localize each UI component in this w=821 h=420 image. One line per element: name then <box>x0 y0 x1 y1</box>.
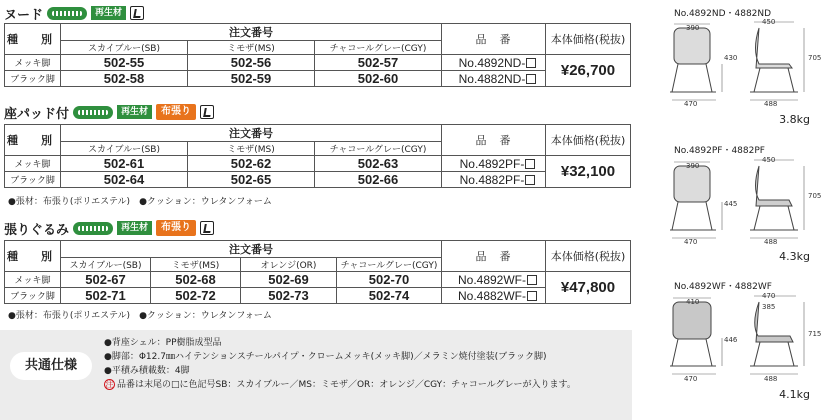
dim-depth: 470 <box>762 292 776 300</box>
fabric-badge: 布張り <box>156 104 196 120</box>
product-number-header: 品 番 <box>442 125 546 156</box>
price-table-seat-pad <box>4 124 631 188</box>
order-number: 502-67 <box>61 272 151 288</box>
product-number-header: 品 番 <box>442 241 546 272</box>
color-header: ミモザ(MS) <box>151 258 241 272</box>
section-header-seat-pad <box>4 102 214 122</box>
common-specs-label: 共通仕様 <box>10 352 92 380</box>
price: ¥32,100 <box>546 156 631 188</box>
material-note: ●張材：布張り(ポリエステル) ●クッション：ウレタンフォーム <box>8 311 272 321</box>
price-table-nude <box>4 23 631 87</box>
table-row <box>5 172 631 188</box>
product-number: No.4882ND- <box>458 71 526 86</box>
eco-mark-icon <box>73 106 113 119</box>
product-number-header: 品 番 <box>442 24 546 55</box>
leg-type: メッキ脚 <box>5 55 61 71</box>
dim-seat-depth: 385 <box>762 303 776 311</box>
color-header: スカイブルー(SB) <box>61 41 188 55</box>
dim-width: 390 <box>686 162 700 170</box>
color-header: スカイブルー(SB) <box>61 142 188 156</box>
price-table-full-upholstered <box>4 240 631 304</box>
product-number: No.4892ND- <box>458 55 526 70</box>
dim-height: 705 <box>808 192 821 200</box>
product-number-cell <box>442 288 546 304</box>
color-code-box <box>527 275 537 285</box>
dim-seat-height: 446 <box>724 336 738 344</box>
order-number: 502-56 <box>188 55 315 71</box>
leg-type: メッキ脚 <box>5 272 61 288</box>
price: ¥26,700 <box>546 55 631 87</box>
chair-dimension-drawing <box>664 294 814 380</box>
dim-height: 705 <box>808 54 821 62</box>
dim-seat-height: 430 <box>724 54 738 62</box>
dimension-drawings <box>640 0 820 420</box>
order-number: 502-62 <box>188 156 315 172</box>
dim-base-depth: 488 <box>764 100 778 108</box>
table-row <box>5 156 631 172</box>
section-title: 張りぐるみ <box>4 222 70 238</box>
price-header: 本体価格(税抜) <box>546 24 631 55</box>
product-number: No.4892PF- <box>459 156 525 171</box>
leg-type: ブラック脚 <box>5 288 61 304</box>
recycled-badge: 再生材 <box>91 6 126 20</box>
eco-mark-icon <box>47 7 87 20</box>
color-header: ミモザ(MS) <box>188 142 315 156</box>
order-number: 502-61 <box>61 156 188 172</box>
order-number: 502-58 <box>61 71 188 87</box>
leg-type: メッキ脚 <box>5 156 61 172</box>
material-note: ●張材：布張り(ポリエステル) ●クッション：ウレタンフォーム <box>8 197 272 207</box>
order-number: 502-72 <box>151 288 241 304</box>
section-title: 座パッド付 <box>4 106 70 122</box>
drawing-model-label: No.4892WF・4882WF <box>674 282 772 292</box>
dim-width: 410 <box>686 298 700 306</box>
section-header-full-upholstered <box>4 218 214 238</box>
recycled-badge: 再生材 <box>117 105 152 119</box>
product-number-cell <box>442 55 546 71</box>
order-number: 502-71 <box>61 288 151 304</box>
dim-height: 715 <box>808 330 821 338</box>
table-row <box>5 288 631 304</box>
eco-mark-icon <box>73 222 113 235</box>
product-number-cell <box>442 172 546 188</box>
common-specs-panel <box>0 330 632 420</box>
dim-base-width: 470 <box>684 375 698 383</box>
color-header: チャコールグレー(CGY) <box>315 41 442 55</box>
spec-item: ●背座シェル：PP樹脂成型品 <box>104 338 222 348</box>
dim-width: 390 <box>686 24 700 32</box>
packaging-icon <box>200 105 214 119</box>
dim-depth: 450 <box>762 156 776 164</box>
order-number-header: 注文番号 <box>61 241 442 258</box>
note-mark-icon: 注 <box>105 380 114 389</box>
kind-header: 種 別 <box>5 125 61 156</box>
table-row <box>5 71 631 87</box>
order-number-header: 注文番号 <box>61 125 442 142</box>
packaging-icon <box>130 6 144 20</box>
chair-dimension-drawing <box>664 158 814 244</box>
color-code-box <box>527 291 537 301</box>
order-number: 502-60 <box>315 71 442 87</box>
drawing-model-label: No.4892ND・4882ND <box>674 9 772 19</box>
color-header: オレンジ(OR) <box>241 258 337 272</box>
packaging-icon <box>200 221 214 235</box>
dim-base-width: 470 <box>684 100 698 108</box>
dim-base-width: 470 <box>684 238 698 246</box>
order-number: 502-66 <box>315 172 442 188</box>
order-number: 502-65 <box>188 172 315 188</box>
table-row <box>5 272 631 288</box>
order-number: 502-57 <box>315 55 442 71</box>
product-number-cell <box>442 272 546 288</box>
spec-note-text: 品番は末尾の□に色記号SB：スカイブルー／MS：ミモザ／OR：オレンジ／CGY：チャコールグレーが入ります。 <box>117 380 576 390</box>
dim-depth: 450 <box>762 18 776 26</box>
kind-header: 種 別 <box>5 241 61 272</box>
price-header: 本体価格(税抜) <box>546 125 631 156</box>
order-number: 502-55 <box>61 55 188 71</box>
product-number: No.4882WF- <box>457 288 527 303</box>
product-number: No.4882PF- <box>459 172 525 187</box>
order-number: 502-64 <box>61 172 188 188</box>
fabric-badge: 布張り <box>156 220 196 236</box>
dim-seat-height: 445 <box>724 200 738 208</box>
order-number: 502-73 <box>241 288 337 304</box>
section-title: ヌード <box>4 7 44 23</box>
leg-type: ブラック脚 <box>5 172 61 188</box>
product-number-cell <box>442 156 546 172</box>
leg-type: ブラック脚 <box>5 71 61 87</box>
table-row <box>5 55 631 71</box>
price: ¥47,800 <box>546 272 631 304</box>
color-code-box <box>526 58 536 68</box>
color-header: スカイブルー(SB) <box>61 258 151 272</box>
color-code-box <box>525 159 535 169</box>
order-number: 502-70 <box>337 272 442 288</box>
color-code-box <box>526 74 536 84</box>
color-header: チャコールグレー(CGY) <box>337 258 442 272</box>
product-number-cell <box>442 71 546 87</box>
spec-note <box>104 378 576 392</box>
recycled-badge: 再生材 <box>117 221 152 235</box>
order-number: 502-69 <box>241 272 337 288</box>
section-header-nude <box>4 3 144 23</box>
order-number: 502-74 <box>337 288 442 304</box>
chair-weight: 3.8kg <box>779 113 810 126</box>
order-number: 502-63 <box>315 156 442 172</box>
common-specs-list <box>104 336 576 392</box>
order-number: 502-68 <box>151 272 241 288</box>
price-header: 本体価格(税抜) <box>546 241 631 272</box>
chair-dimension-drawing <box>664 20 814 106</box>
chair-weight: 4.3kg <box>779 250 810 263</box>
order-number: 502-59 <box>188 71 315 87</box>
spec-item: ●脚部：Φ12.7㎜ハイテンションスチールパイプ・クロームメッキ(メッキ脚)／メラミン焼付塗装(ブラック脚) <box>104 352 547 362</box>
color-header: チャコールグレー(CGY) <box>315 142 442 156</box>
product-number: No.4892WF- <box>457 272 527 287</box>
color-header: ミモザ(MS) <box>188 41 315 55</box>
chair-weight: 4.1kg <box>779 388 810 401</box>
drawing-model-label: No.4892PF・4882PF <box>674 146 765 156</box>
spec-item: ●平積み積載数：4脚 <box>104 366 190 376</box>
order-number-header: 注文番号 <box>61 24 442 41</box>
dim-base-depth: 488 <box>764 238 778 246</box>
color-code-box <box>525 175 535 185</box>
kind-header: 種 別 <box>5 24 61 55</box>
dim-base-depth: 488 <box>764 375 778 383</box>
